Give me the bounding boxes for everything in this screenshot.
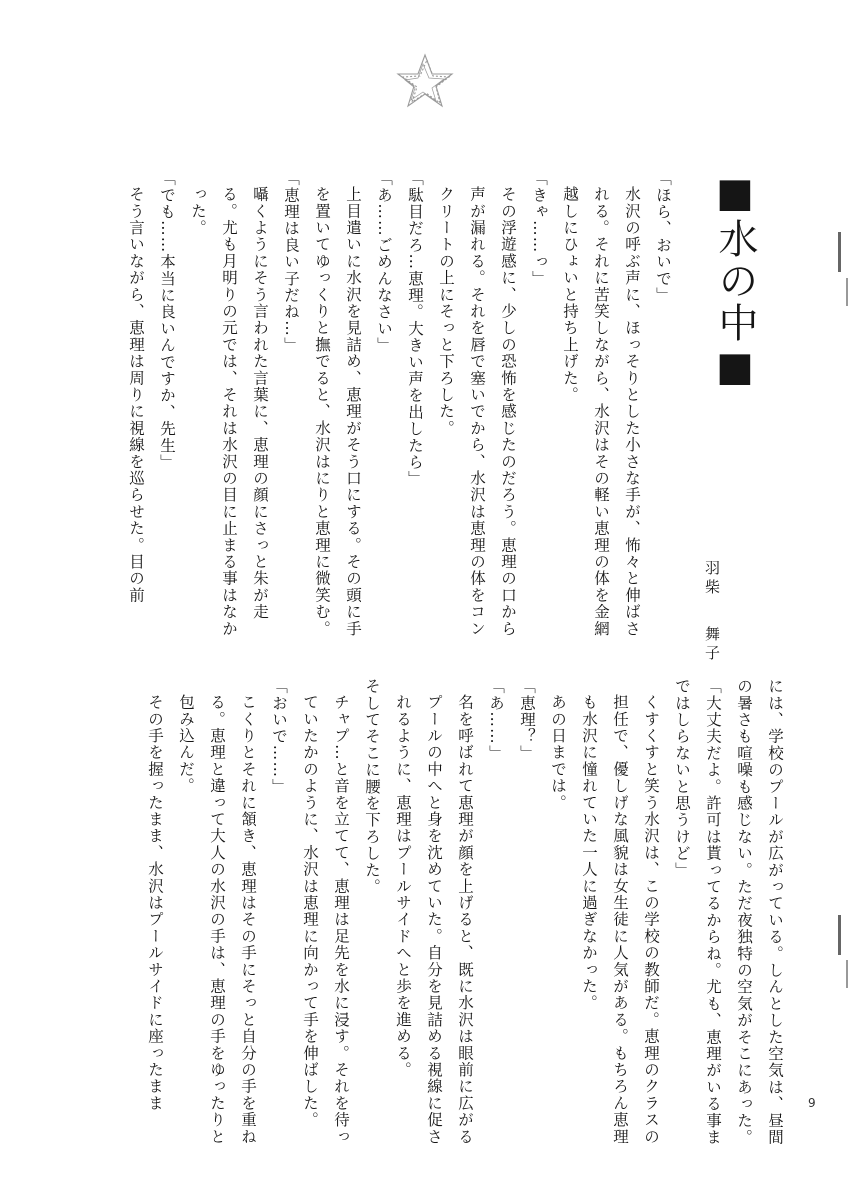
paragraph: 名を呼ばれて恵理が顔を上げると、既に水沢は眼前に広がるプールの中へと身を沈めていた。自分を見詰める視線に促されるように、恵理はプールサイドへと歩を進める。 — [394, 693, 474, 1145]
paragraph: チャプ…と音を立てて、恵理は足先を水に浸す。それを待っていたかのように、水沢は恵理に向かって手を伸ばした。 — [301, 693, 350, 1145]
paragraph: その手を握ったまま、水沢はプールサイドに座ったまま — [146, 693, 164, 1111]
paragraph: そしてそこに腰を下ろした。 — [363, 678, 381, 896]
paragraph: そう言いながら、恵理は周りに視線を巡らせた。目の前 — [127, 185, 145, 603]
paragraph: 「おいで……」 — [270, 678, 288, 795]
author-name — [702, 560, 723, 664]
edge-mark — [846, 960, 848, 988]
paragraph: あの日までは。 — [549, 693, 567, 811]
paragraph: 「恵理は良い子だね…」 — [282, 170, 300, 354]
page-number: 9 — [808, 1096, 816, 1110]
bottom-text-block — [110, 678, 790, 1148]
margin-mark — [838, 915, 841, 955]
paragraph: 「きゃ……っ」 — [530, 170, 548, 287]
paragraph: 「ほら、おいで」 — [654, 170, 672, 304]
star-ornament-icon — [394, 52, 456, 112]
top-text-block — [118, 170, 678, 638]
paragraph: 「あ……ごめんなさい」 — [375, 170, 393, 354]
paragraph: こくりとそれに頷き、恵理はその手にそっと自分の手を重ねる。恵理と違って大人の水沢の手は、恵理の手をゆったりと包み込んだ。 — [177, 693, 257, 1145]
paragraph: 「あ……」 — [487, 678, 505, 762]
paragraph: 「大丈夫だよ。許可は貰ってるからね。尤も、恵理がいる事まではしらないと思うけど」 — [673, 678, 722, 1146]
paragraph: 「でも……本当に良いんですか、先生」 — [158, 170, 176, 471]
paragraph: 囁くようにそう言われた言葉に、恵理の顔にさっと朱が走る。尤も月明りの元では、それは水沢の目に止まる事はなかった。 — [189, 185, 269, 637]
paragraph: には、学校のプールが広がっている。しんとした空気は、昼間の暑さも喧噪も感じない。ただ夜独特の空気がそこにあった。 — [735, 678, 784, 1146]
paragraph: くすくすと笑う水沢は、この学校の教師だ。恵理のクラスの担任で、優しげな風貌は女生徒に人気がある。もちろん恵理も水沢に憧れていた一人に過ぎなかった。 — [580, 693, 660, 1145]
author-family-name: 羽柴 — [703, 560, 721, 598]
paragraph: 水沢の呼ぶ声に、ほっそりとした小さな手が、怖々と伸ばされる。それに苦笑しながら、水沢はその軽い恵理の体を金網越しにひょいと持ち上げた。 — [561, 185, 641, 637]
page-title: ■水の中■ — [712, 170, 758, 392]
paragraph: 「駄目だろ…恵理。大きい声を出したら」 — [406, 170, 424, 488]
margin-mark — [838, 232, 841, 272]
paragraph: その浮遊感に、少しの恐怖を感じたのだろう。恵理の口から声が漏れる。それを唇で塞いでから、水沢は恵理の体をコンクリートの上にそっと下ろした。 — [437, 185, 517, 637]
paragraph: 上目遣いに水沢を見詰め、恵理がそう口にする。その頭に手を置いてゆっくりと撫でると、水沢はにりと恵理に微笑む。 — [313, 185, 362, 637]
author-given-name: 舞子 — [703, 626, 721, 664]
paragraph: 「恵理？」 — [518, 678, 536, 762]
edge-mark — [846, 278, 848, 306]
